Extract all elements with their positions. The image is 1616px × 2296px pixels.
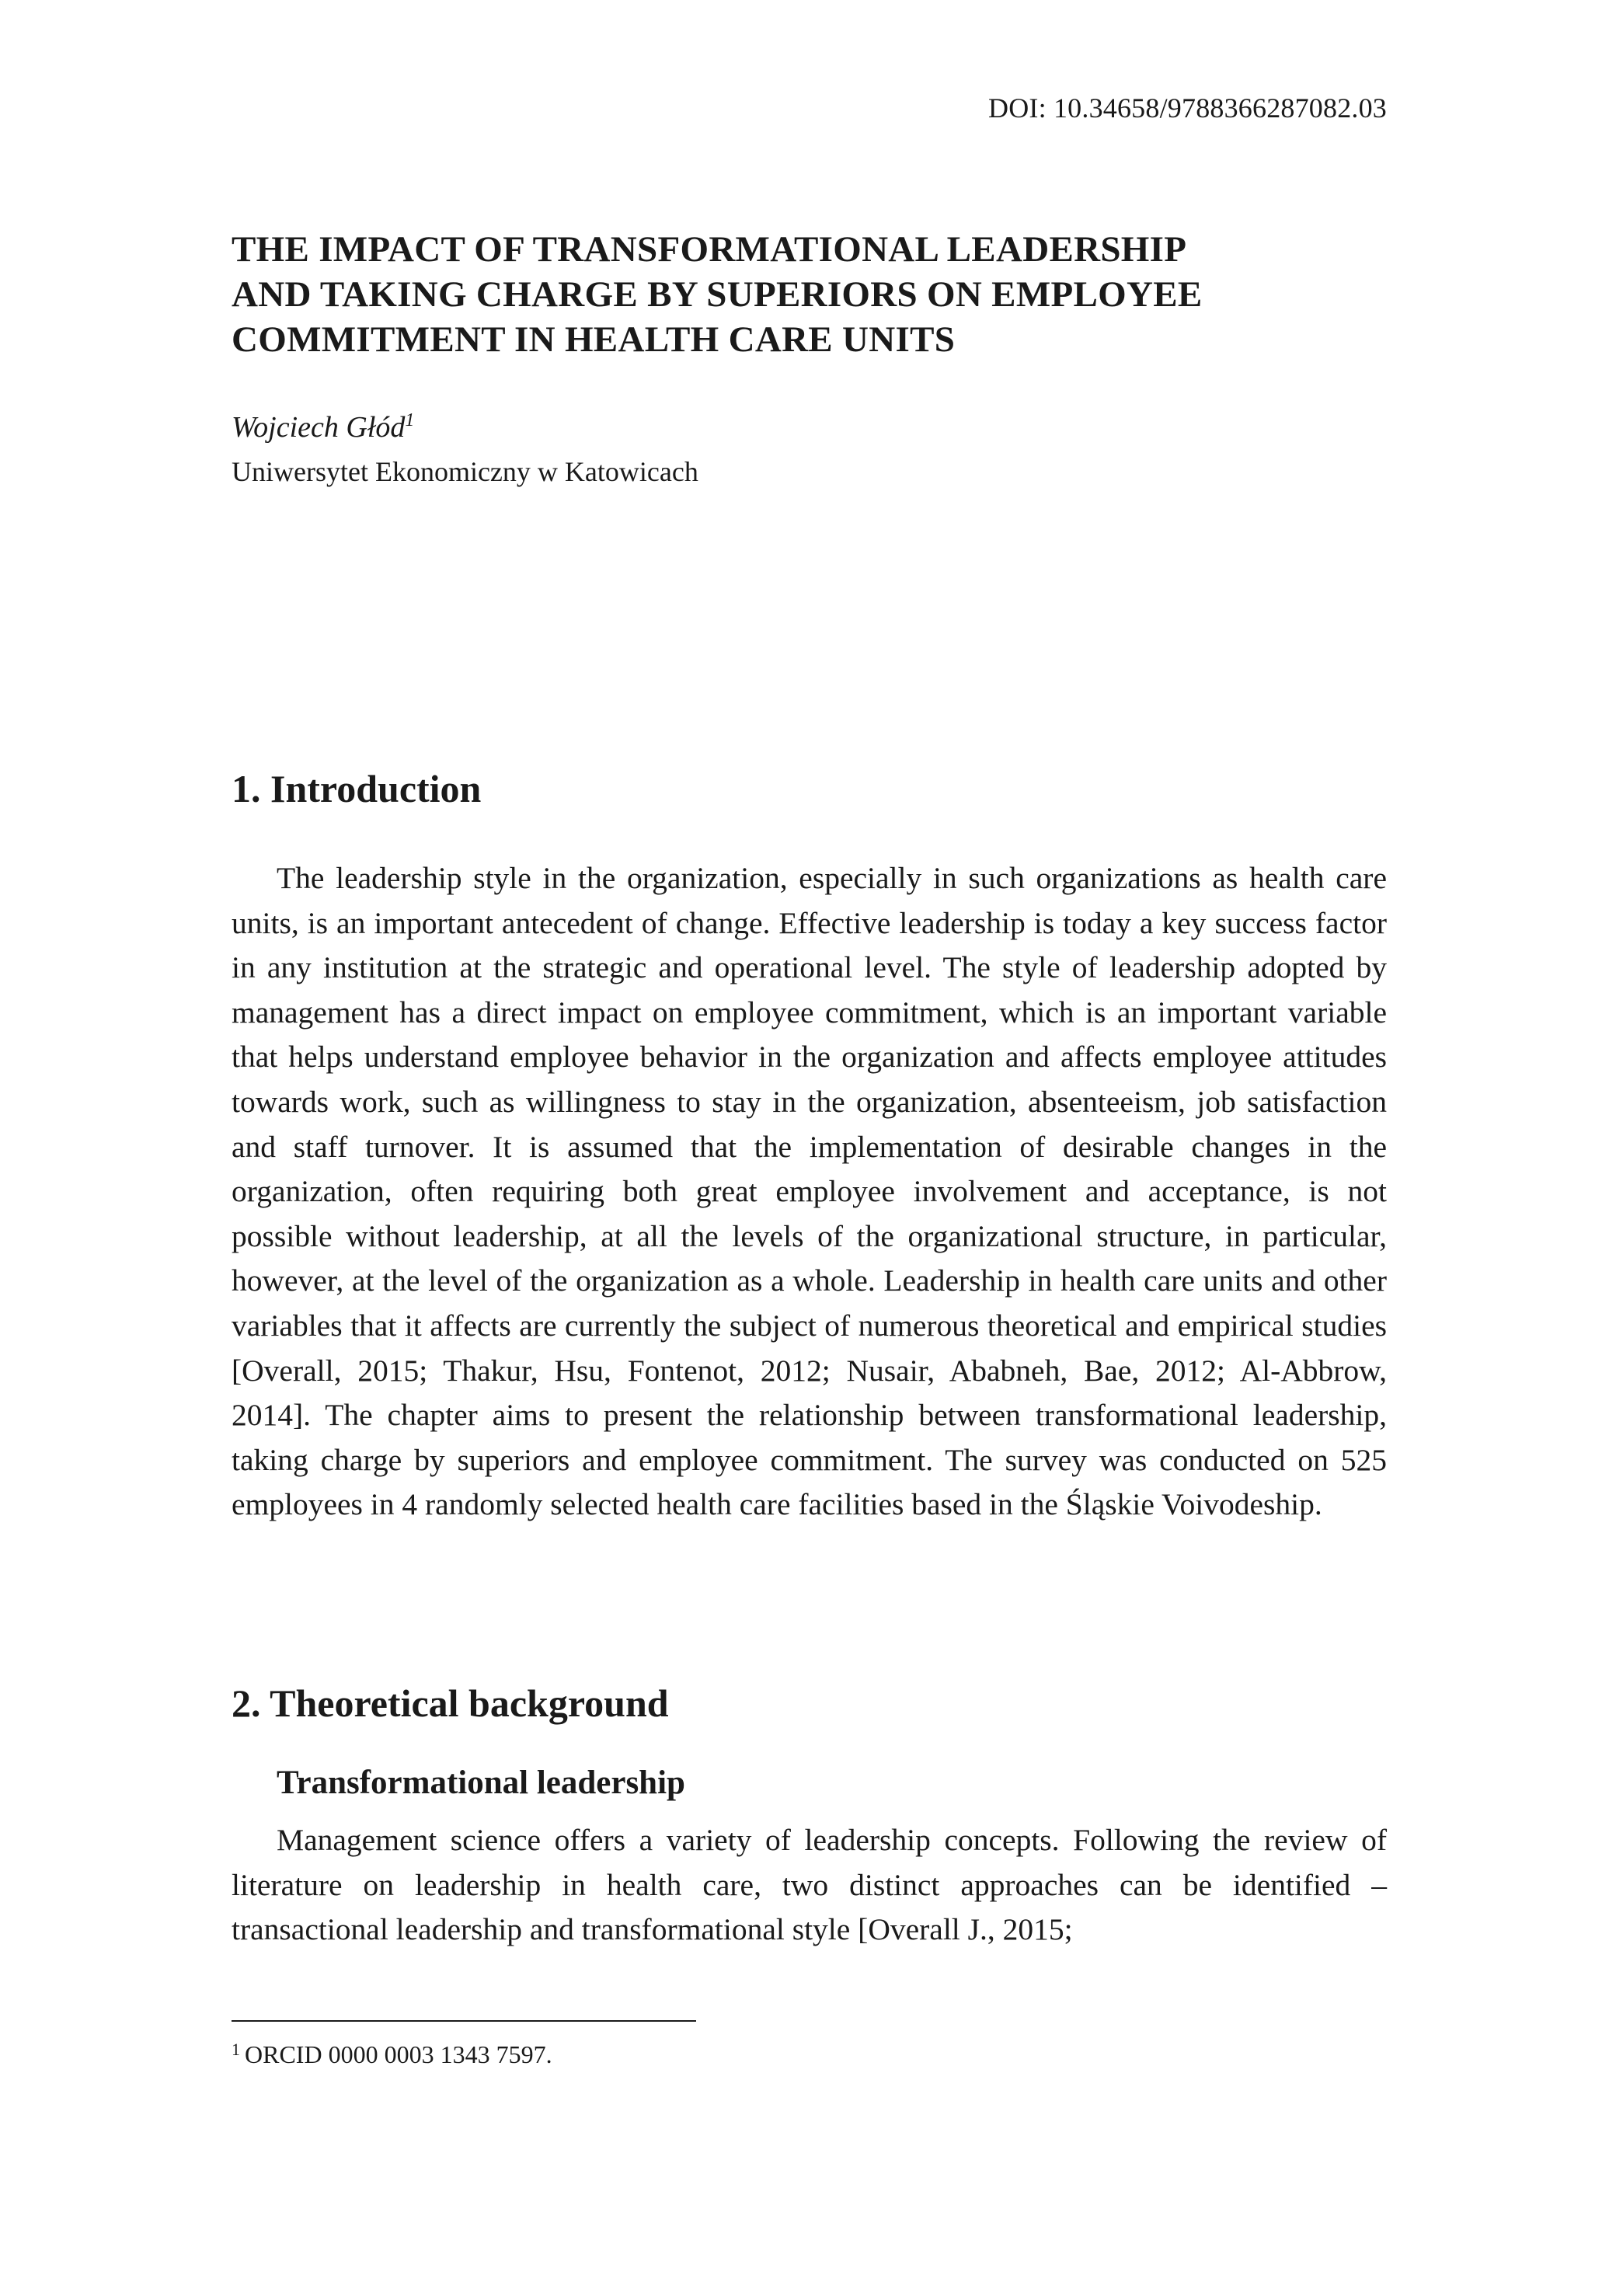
subsection-heading-transformational-leadership: Transformational leadership xyxy=(277,1765,685,1801)
section-heading-theoretical-background: 2. Theoretical background xyxy=(232,1681,669,1725)
theoretical-background-paragraph: Management science offers a variety of leadership concepts. Following the review of literature on leadership in health care, two distinct approaches can be identified – transactional leadership and transformational style [Overall J., 2015; xyxy=(232,1823,1387,1947)
footnote-divider xyxy=(232,2020,696,2022)
author-name-text: Wojciech Głód xyxy=(232,411,406,444)
section-heading-introduction: 1. Introduction xyxy=(232,767,482,810)
doi-label: DOI: 10.34658/9788366287082.03 xyxy=(988,92,1387,124)
title-line-1: THE IMPACT OF TRANSFORMATIONAL LEADERSHIP xyxy=(232,229,1187,270)
footnote xyxy=(232,2040,552,2069)
title-line-3: COMMITMENT IN HEALTH CARE UNITS xyxy=(232,319,956,360)
author-affiliation: Uniwersytet Ekonomiczny w Katowicach xyxy=(232,456,698,487)
author-footnote-mark: 1 xyxy=(405,410,415,430)
introduction-paragraph: The leadership style in the organization, especially in such organizations as health care units, is an important antecedent of change. Effective leadership is today a key success factor in any institution at the strategic and operational level. The style of leadership adopted by management has a direct impact on employee commitment, which is an important variable that helps understand employee behavior in the organization and affects employee attitudes towards work, such as willingness to stay in the organization, absenteeism, job satisfaction and staff turnover. It is assumed that the implementation of desirable changes in the organization, often requiring both great employee involvement and acceptance, is not possible without leadership, at all the levels of the organizational structure, in particular, however, at the level of the organization as a whole. Leadership in health care units and other variables that it affects are currently the subject of numerous theoretical and empirical studies [Overall, 2015; Thakur, Hsu, Fontenot, 2012; Nusair, Ababneh, Bae, 2012; Al-Abbrow, 2014]. The chapter aims to present the relationship between transformational leadership, taking charge by superiors and employee commitment. The survey was conducted on 525 employees in 4 randomly selected health care facilities based in the Śląskie Voivodeship. xyxy=(232,861,1387,1522)
article-title xyxy=(232,227,1397,362)
title-line-2: AND TAKING CHARGE BY SUPERIORS ON EMPLOYEE xyxy=(232,274,1203,315)
footnote-text: ORCID 0000 0003 1343 7597. xyxy=(245,2040,552,2068)
footnote-mark: 1 xyxy=(232,2040,240,2059)
author-name xyxy=(232,410,414,444)
